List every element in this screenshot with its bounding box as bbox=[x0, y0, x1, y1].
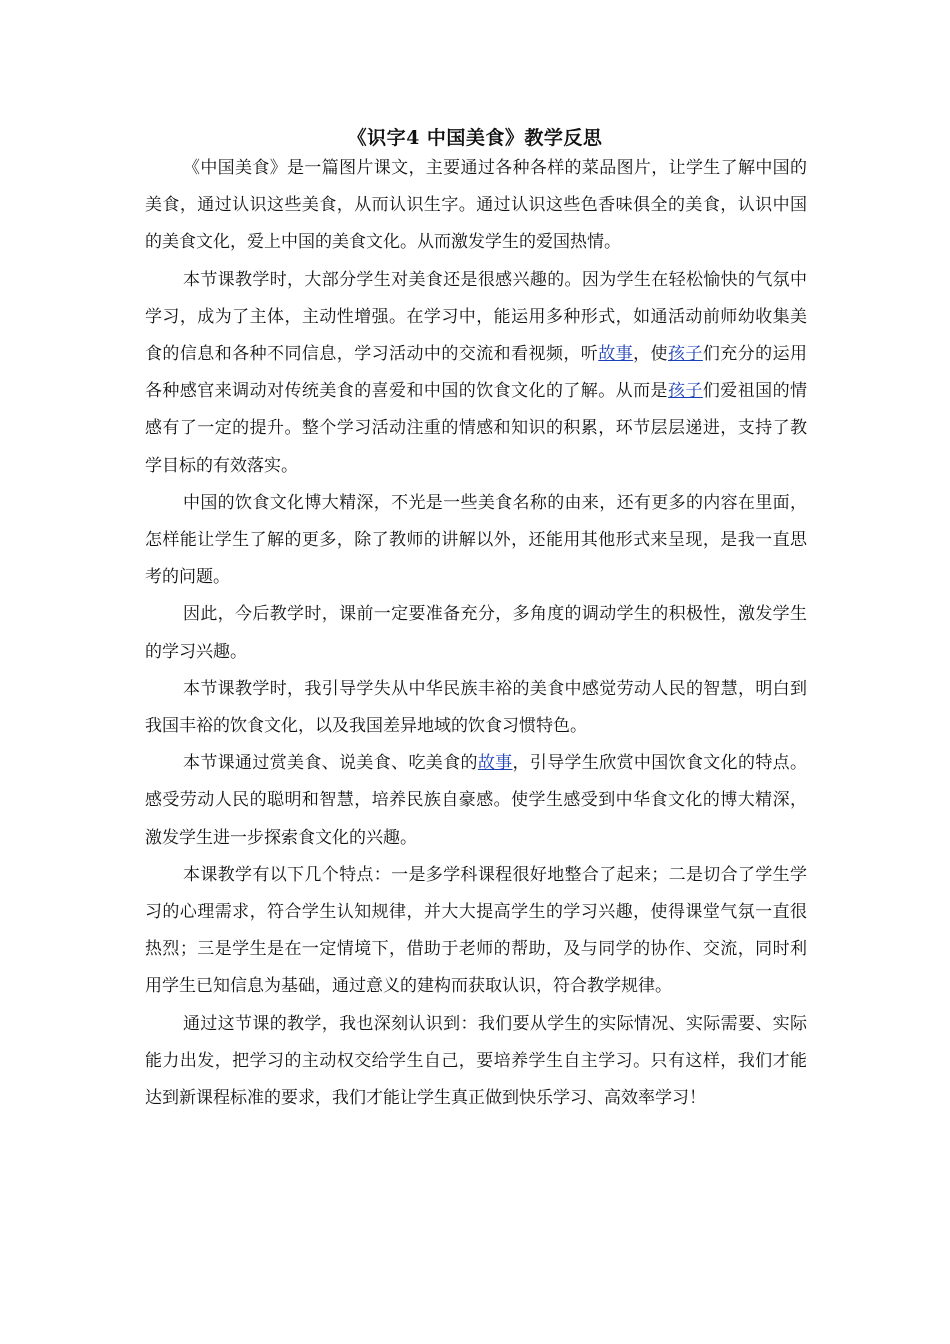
paragraph bbox=[145, 671, 807, 745]
text-run: 本节课通过赏美食、说美食、吃美食的 bbox=[183, 753, 478, 774]
text-run: 中国的饮食文化博大精深，不光是一些美食名称的由来，还有更多的内容在里面，怎样能让学生了解的更多，除了教师的讲解以外，还能用其他形式来呈现，是我一直思考的问题。 bbox=[145, 492, 807, 588]
page-title: 《识字4 中国美食》教学反思 bbox=[347, 127, 603, 149]
text-run: 通过这节课的教学，我也深刻认识到：我们要从学生的实际情况、实际需要、实际能力出发，把学习的主动权交给学生自己，要培养学生自主学习。只有这样，我们才能达到新课程标准的要求，我们才能让学生真正做到快乐学习、高效率学习！ bbox=[145, 1013, 807, 1109]
inline-link[interactable]: 孩子 bbox=[668, 344, 703, 365]
paragraph bbox=[145, 745, 807, 857]
paragraph bbox=[145, 1006, 807, 1118]
text-run: 们充分的运用各种感官来调动对传统美食的喜爱和中国的饮食文化的了解。从而是 bbox=[145, 344, 808, 402]
paragraph bbox=[145, 485, 807, 597]
paragraph bbox=[145, 150, 807, 262]
inline-link[interactable]: 故事 bbox=[477, 753, 513, 774]
paragraph bbox=[145, 857, 807, 1006]
document-body bbox=[145, 150, 807, 1117]
text-run: ，使 bbox=[633, 344, 668, 365]
inline-link[interactable]: 故事 bbox=[598, 344, 634, 365]
text-run: 本节课教学时，大部分学生对美食还是很感兴趣的。因为学生在轻松愉快的气氛中学习，成为了主体，主动性增强。在学习中，能运用多种形式，如通活动前师幼收集美食的信息和各种不同信息，学习活动中的交流和看视频，听 bbox=[145, 269, 807, 365]
paragraph bbox=[145, 596, 807, 670]
text-run: 本节课教学时，我引导学失从中华民族丰裕的美食中感觉劳动人民的智慧，明白到我国丰裕的饮食文化，以及我国差异地域的饮食习惯特色。 bbox=[145, 678, 807, 737]
text-run: 本课教学有以下几个特点：一是多学科课程很好地整合了起来；二是切合了学生学习的心理需求，符合学生认知规律，并大大提高学生的学习兴趣，使得课堂气氛一直很热烈；三是学生是在一定情境下，借助于老师的帮助，及与同学的协作、交流，同时利用学生已知信息为基础，通过意义的建构而获取认识，符合教学规律。 bbox=[145, 864, 807, 997]
text-run: ，引导学生欣赏中国饮食文化的特点。感受劳动人民的聪明和智慧，培养民族自豪感。使学生感受到中华食文化的博大精深，激发学生进一步探索食文化的兴趣。 bbox=[145, 753, 808, 848]
paragraph bbox=[145, 262, 807, 485]
text-run: 因此，今后教学时，课前一定要准备充分，多角度的调动学生的积极性，激发学生的学习兴趣。 bbox=[145, 604, 807, 662]
inline-link[interactable]: 孩子 bbox=[667, 381, 703, 402]
text-run: 们爱祖国的情感有了一定的提升。整个学习活动注重的情感和知识的积累，环节层层递进，支持了教学目标的有效落实。 bbox=[145, 381, 808, 476]
text-run: 《中国美食》是一篇图片课文，主要通过各种各样的菜品图片，让学生了解中国的美食，通过认识这些美食，从而认识生字。通过认识这些色香味俱全的美食，认识中国的美食文化，爱上中国的美食文化。从而激发学生的爱国热情。 bbox=[145, 158, 807, 253]
